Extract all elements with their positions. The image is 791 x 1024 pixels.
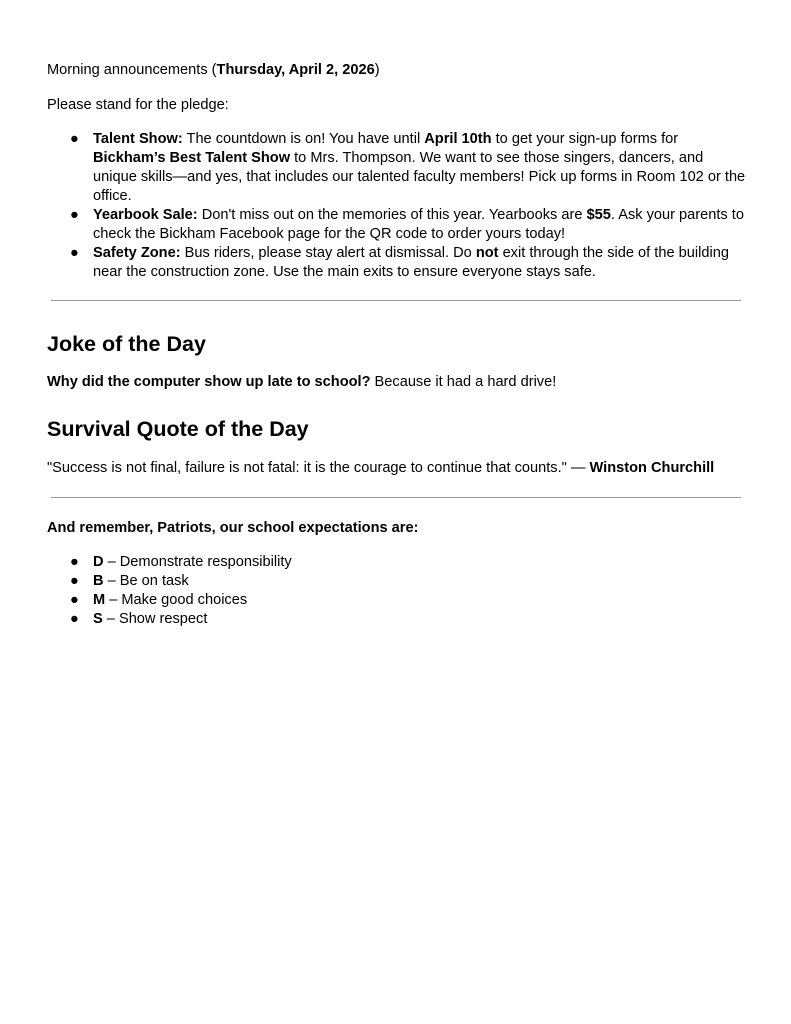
joke-question: Why did the computer show up late to school?: [47, 374, 371, 390]
joke-text: [47, 373, 747, 392]
expectation-item: [47, 591, 747, 610]
talent-show-deadline: April 10th: [424, 131, 492, 147]
expectations-intro-text: And remember, Patriots, our school expectations are:: [47, 520, 419, 536]
quote-heading: Survival Quote of the Day: [47, 417, 309, 441]
announcement-item-safety-zone: [47, 244, 747, 282]
expectations-list: [47, 553, 747, 629]
title-prefix: Morning announcements (: [47, 62, 217, 78]
safety-emphasis: not: [475, 245, 499, 261]
bullet-icon: ●: [70, 131, 79, 147]
pledge-line: Please stand for the pledge:: [47, 97, 229, 113]
expectation-item: [47, 610, 747, 629]
bullet-icon: ●: [70, 573, 79, 589]
bullet-icon: ●: [70, 245, 79, 261]
bullet-icon: ●: [70, 554, 79, 570]
talent-show-event-name: Bickham’s Best Talent Show: [93, 150, 291, 166]
announcement-title: [47, 61, 747, 80]
announcement-date: Thursday, April 2, 2026: [216, 62, 375, 78]
announcement-item-talent-show: [47, 130, 747, 206]
expectation-text: – Show respect: [102, 611, 208, 627]
expectation-text: – Make good choices: [105, 592, 248, 608]
quote-text: [47, 459, 747, 478]
yearbook-text-1: Don't miss out on the memories of this year. Yearbooks are: [197, 207, 587, 223]
safety-zone-label: Safety Zone:: [93, 245, 181, 261]
quote-author: Winston Churchill: [589, 460, 715, 476]
talent-show-text-3: to Mrs. Thompson. We want to see those singers, dancers, and unique skills—and yes, that includes our talented faculty members! Pick up forms in Room 102 or the office.: [93, 150, 746, 204]
expectation-text: – Be on task: [103, 573, 189, 589]
expectation-letter: D: [93, 554, 104, 570]
quote-body: "Success is not final, failure is not fatal: it is the courage to continue that counts." —: [47, 460, 590, 476]
talent-show-text-2: to get your sign-up forms for: [491, 131, 679, 147]
document-page: [47, 61, 747, 629]
title-suffix: ): [374, 62, 380, 78]
talent-show-label: Talent Show:: [93, 131, 183, 147]
safety-text-2: exit through the side of the building near the construction zone. Use the main exits to ensure everyone stays safe.: [93, 245, 729, 280]
bullet-icon: ●: [70, 207, 79, 223]
joke-heading: Joke of the Day: [47, 332, 206, 356]
yearbook-text-2: . Ask your parents to check the Bickham Facebook page for the QR code to order yours today!: [93, 207, 744, 242]
expectation-item: [47, 553, 747, 572]
section-divider: [51, 497, 741, 498]
section-divider: [51, 300, 741, 301]
joke-answer: Because it had a hard drive!: [370, 374, 557, 390]
expectations-intro: [47, 519, 747, 538]
expectation-letter: M: [93, 592, 106, 608]
expectation-item: [47, 572, 747, 591]
announcement-item-yearbook-sale: [47, 206, 747, 244]
expectation-text: – Demonstrate responsibility: [103, 554, 292, 570]
yearbook-price: $55: [586, 207, 611, 223]
talent-show-text-1: The countdown is on! You have until: [182, 131, 425, 147]
safety-text-1: Bus riders, please stay alert at dismissal. Do: [180, 245, 476, 261]
announcement-list: [47, 130, 747, 282]
bullet-icon: ●: [70, 611, 79, 627]
expectation-letter: S: [93, 611, 103, 627]
expectation-letter: B: [93, 573, 104, 589]
yearbook-sale-label: Yearbook Sale:: [93, 207, 198, 223]
bullet-icon: ●: [70, 592, 79, 608]
